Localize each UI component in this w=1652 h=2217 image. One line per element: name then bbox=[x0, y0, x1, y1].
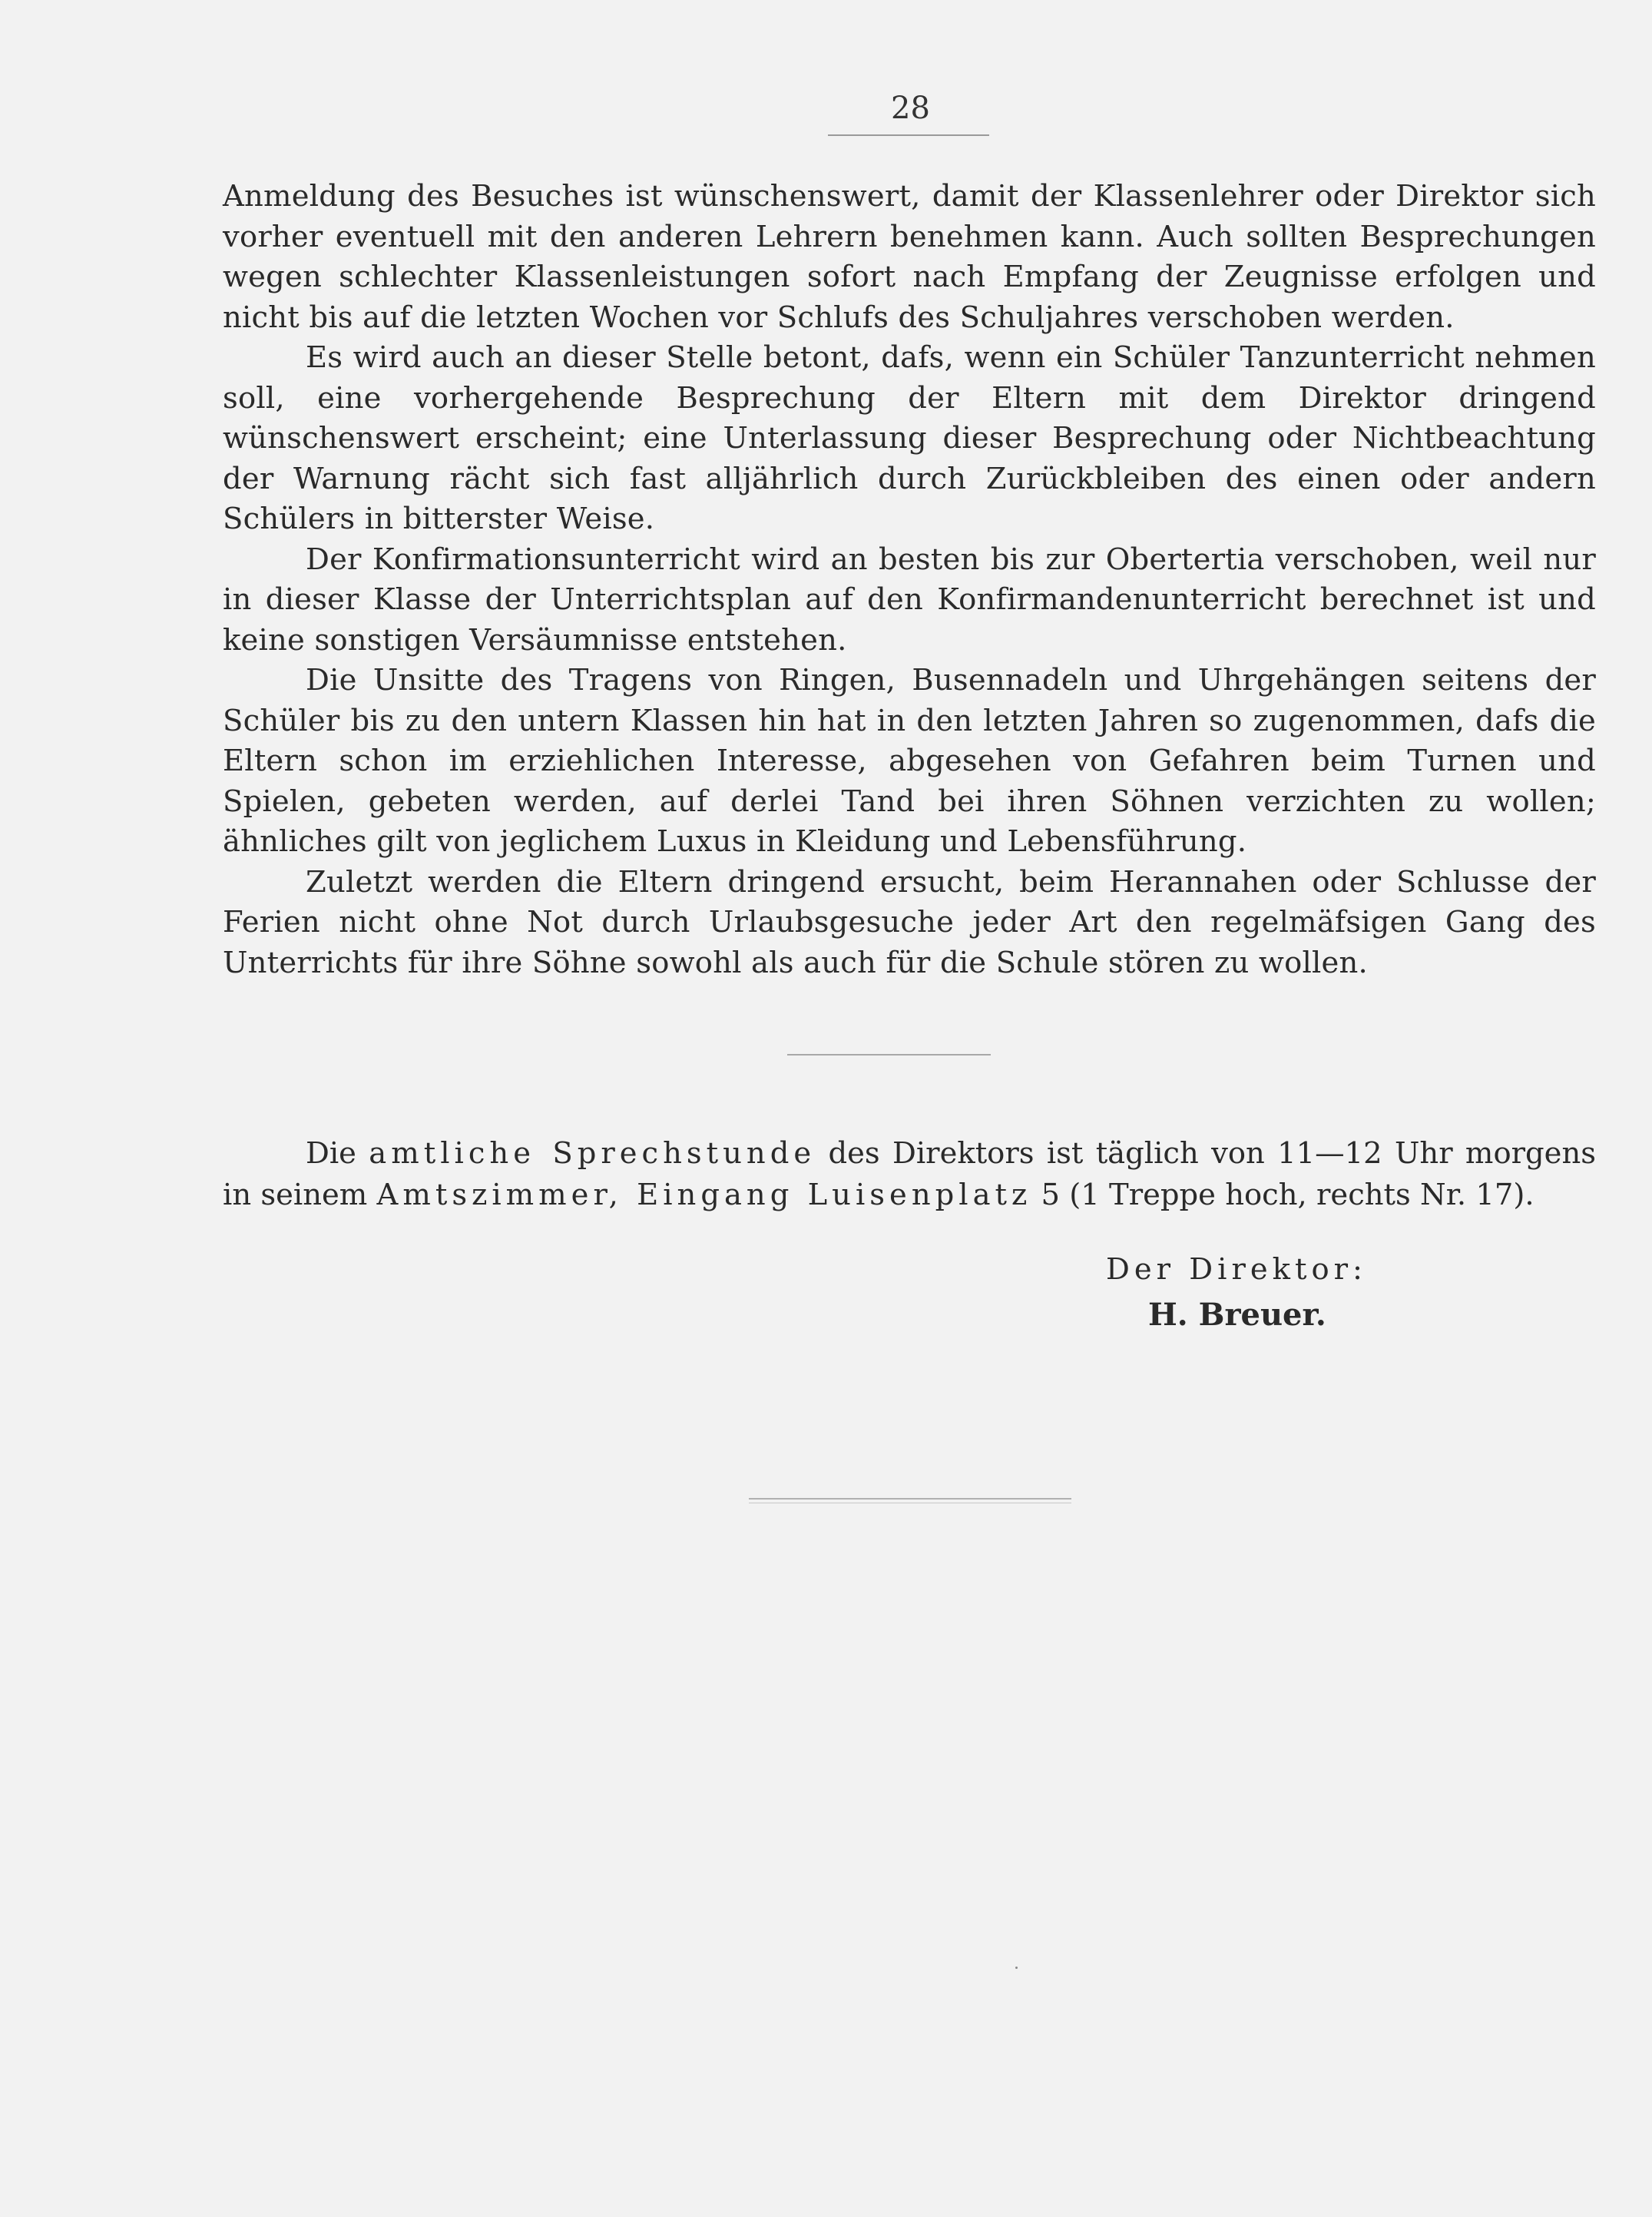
body-text bbox=[223, 177, 1596, 983]
notice-text-3: 5 (1 Treppe hoch, rechts Nr. 17). bbox=[1031, 1178, 1534, 1212]
paragraph-jewelry: Die Unsitte des Tragens von Ringen, Busennadeln und Uhrgehängen seitens der Schüler bis zu den untern Klassen hin hat in den letzten Jahren so zugenommen, dafs die Eltern schon im erziehlichen Interesse, abgesehen von Gefahren beim Turnen und Spielen, gebeten werden, auf derlei Tand bei ihren Söhnen verzichten zu wollen; ähnliches gilt von jeglichem Luxus in Kleidung und Lebensführung. bbox=[223, 663, 1596, 859]
page-number: 28 bbox=[891, 91, 930, 126]
paragraph-confirmation-class: Der Konfirmationsunterricht wird an besten bis zur Obertertia verschoben, weil nur in dieser Klasse der Unterrichtsplan auf den Konfirmandenunterricht berechnet ist und keine sonstigen Versäumnisse entstehen. bbox=[223, 542, 1596, 658]
signature-title: Der Direktor: bbox=[1106, 1252, 1368, 1287]
paragraph-holidays: Zuletzt werden die Eltern dringend ersucht, beim Herannahen oder Schlusse der Ferien nicht ohne Not durch Urlaubsgesuche jeder Art den regelmäfsigen Gang des Unterrichts für ihre Söhne sowohl als auch für die Schule stören zu wollen. bbox=[223, 864, 1596, 980]
notice-text-1: Die bbox=[306, 1136, 369, 1171]
paragraph-visit-registration: Anmeldung des Besuches ist wünschenswert, damit der Klassenlehrer oder Direktor sich vorher eventuell mit den anderen Lehrern benehmen kann. Auch sollten Besprechungen wegen schlechter Klassenleistungen sofort nach Empfang der Zeugnisse erfolgen und nicht bis auf die letzten Wochen vor Schlufs des Schuljahres verschoben werden. bbox=[223, 179, 1596, 335]
notice-office-location: Amtszimmer, Eingang Luisenplatz bbox=[376, 1178, 1032, 1212]
notice-office-hours: amtliche Sprechstunde bbox=[369, 1136, 816, 1171]
end-divider bbox=[749, 1498, 1071, 1500]
header-rule bbox=[828, 134, 989, 136]
paper-speck bbox=[1015, 1967, 1018, 1969]
office-hours-notice bbox=[223, 1133, 1596, 1216]
paragraph-dance-lessons: Es wird auch an dieser Stelle betont, dafs, wenn ein Schüler Tanzunterricht nehmen soll, eine vorhergehende Besprechung der Eltern mit dem Direktor dringend wünschenswert erscheint; eine Unterlassung dieser Besprechung oder Nichtbeachtung der Warnung rächt sich fast alljährlich durch Zurückbleiben des einen oder andern Schülers in bitterster Weise. bbox=[223, 340, 1596, 536]
signature-name: H. Breuer. bbox=[1148, 1297, 1326, 1333]
section-divider bbox=[787, 1054, 991, 1055]
notice-text-2: des Direktors ist täglich von 11—12 Uhr morgens in seinem bbox=[223, 1136, 1597, 1212]
